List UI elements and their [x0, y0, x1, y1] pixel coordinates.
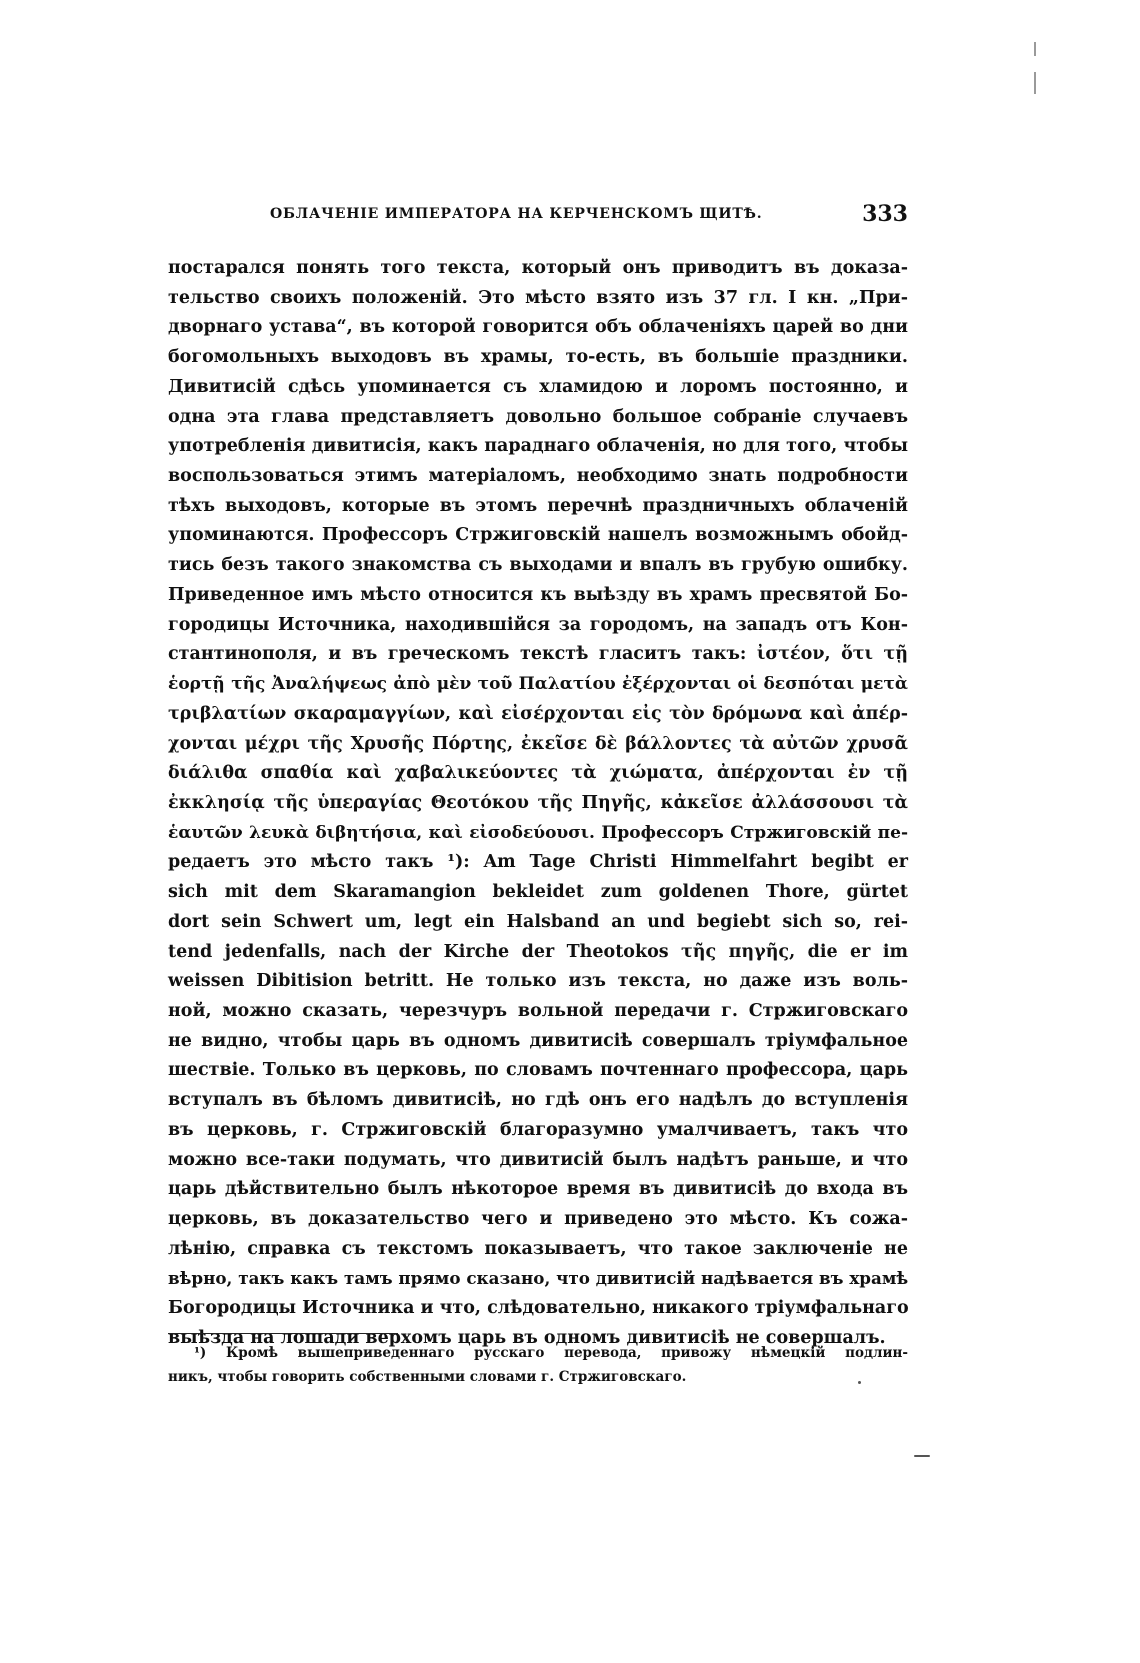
text-line: городицы Источника, находившійся за городомъ, на западъ отъ Кон- [168, 614, 908, 635]
text-line: воспользоваться этимъ матеріаломъ, необходимо знать подробности [168, 466, 908, 487]
text-line: церковь, въ доказательство чего и приведено это мѣсто. Къ сожа- [168, 1209, 908, 1229]
text-line: одна эта глава представляетъ довольно большое собраніе случаевъ [168, 406, 908, 427]
text-line: выѣзда на лошади верхомъ царь въ одномъ дивитисіѣ не совершалъ. [168, 1327, 886, 1348]
text-line: въ церковь, г. Стржиговскій благоразумно умалчиваетъ, такъ что [168, 1119, 908, 1140]
text-line: ἑορτῇ τῆς Ἀναλήψεως ἀπὸ μὲν τοῦ Παλατίου ἐξέρχονται οἱ δεσπόται μετὰ [168, 674, 908, 695]
footnote [168, 1341, 908, 1389]
scan-speck [914, 1455, 930, 1457]
text-line: постарался понять того текста, который онъ приводитъ въ доказа- [168, 258, 908, 278]
text-line: дворнаго устава“, въ которой говорится объ облаченіяхъ царей во дни [168, 317, 908, 338]
text-line: тельство своихъ положеній. Это мѣсто взято изъ 37 гл. I кн. „При- [168, 287, 908, 308]
text-line: богомольныхъ выходовъ въ храмы, то-есть, въ большіе праздники. [168, 347, 908, 368]
text-line: Дивитисій сдѣсь упоминается съ хламидою и лоромъ постоянно, и [168, 376, 908, 397]
footnote-line: ¹) Кромѣ вышеприведеннаго русскаго перевода, привожу нѣмецкій подлин- [194, 1345, 908, 1361]
text-line: вступалъ въ бѣломъ дивитисіѣ, но гдѣ онъ его надѣлъ до вступленія [168, 1090, 908, 1111]
text-line: weissen Dibitision betritt. Не только изъ текста, но даже изъ воль- [168, 971, 908, 992]
text-line: ἐκκλησίᾳ τῆς ὑπεραγίας Θεοτόκου τῆς Πηγῆς, κἀκεῖσε ἀλλάσσουσι τὰ [168, 792, 908, 813]
text-line: лѣнію, справка съ текстомъ показываетъ, что такое заключеніе не [168, 1238, 908, 1259]
footnote-line: никъ, чтобы говорить собственными словами г. Стржиговскаго. [168, 1369, 687, 1385]
text-line: ной, можно сказать, черезчуръ вольной передачи г. Стржиговскаго [168, 1000, 908, 1021]
text-line: sich mit dem Skaramangion bekleidet zum goldenen Thore, gürtet [168, 882, 908, 903]
text-line: διάλιθα σπαθία καὶ χαβαλικεύοντες τὰ χιώματα, ἀπέρχονται ἐν τῇ [168, 763, 908, 784]
text-line: Приведенное имъ мѣсто относится къ выѣзду въ храмъ пресвятой Бо- [168, 584, 908, 605]
text-line: ἑαυτῶν λευκὰ διβητήσια, καὶ εἰσοδεύουσι. Профессоръ Стржиговскій пе- [168, 822, 908, 843]
text-line: τριβλατίων σκαραμαγγίων, καὶ εἰσέρχονται εἰς τὸν δρόμωνα καὶ ἀπέρ- [168, 703, 908, 724]
text-line: χονται μέχρι τῆς Χρυσῆς Πόρτης, ἐκεῖσε δὲ βάλλοντες τὰ αὐτῶν χρυσᾶ [168, 733, 908, 754]
text-line: можно все-таки подумать, что дивитисій былъ надѣтъ раньше, и что [168, 1149, 908, 1170]
scan-margin-mark [1034, 72, 1036, 94]
text-line: не видно, чтобы царь въ одномъ дивитисіѣ совершалъ тріумфальное [168, 1030, 908, 1051]
text-line: шествіе. Только въ церковь, по словамъ почтеннаго профессора, царь [168, 1060, 908, 1081]
footnote-rule [168, 1333, 398, 1334]
text-line: царь дѣйствительно былъ нѣкоторое время въ дивитисіѣ до входа въ [168, 1179, 908, 1200]
text-line: стантинополя, и въ греческомъ текстѣ гласитъ такъ: ἰστέον, ὅτι τῇ [168, 644, 908, 665]
scan-margin-mark [1034, 42, 1036, 56]
body-text [168, 254, 908, 1354]
page-number: 333 [862, 201, 908, 227]
text-line: редаетъ это мѣсто такъ ¹): Am Tage Christi Himmelfahrt begibt er [168, 852, 908, 873]
text-line: тись безъ такого знакомства съ выходами и впалъ въ грубую ошибку. [168, 555, 908, 576]
text-line: упоминаются. Профессоръ Стржиговскій нашелъ возможнымъ обойд- [168, 525, 908, 546]
text-line: вѣрно, такъ какъ тамъ прямо сказано, что дивитисій надѣвается въ храмѣ [168, 1268, 909, 1289]
text-line: tend jedenfalls, nach der Kirche der Theotokos τῆς πηγῆς, die er im [168, 941, 908, 962]
text-line: Богородицы Источника и что, слѣдовательно, никакого тріумфальнаго [168, 1298, 909, 1319]
text-line: употребленія дивитисія, какъ параднаго облаченія, но для того, чтобы [168, 436, 908, 457]
text-line: тѣхъ выходовъ, которые въ этомъ перечнѣ праздничныхъ облаченій [168, 495, 908, 516]
running-head: ОБЛАЧЕНІЕ ИМПЕРАТОРА НА КЕРЧЕНСКОМЪ ЩИТѢ. [270, 206, 763, 222]
text-line: dort sein Schwert um, legt ein Halsband an und begiebt sich so, rei- [168, 911, 908, 932]
